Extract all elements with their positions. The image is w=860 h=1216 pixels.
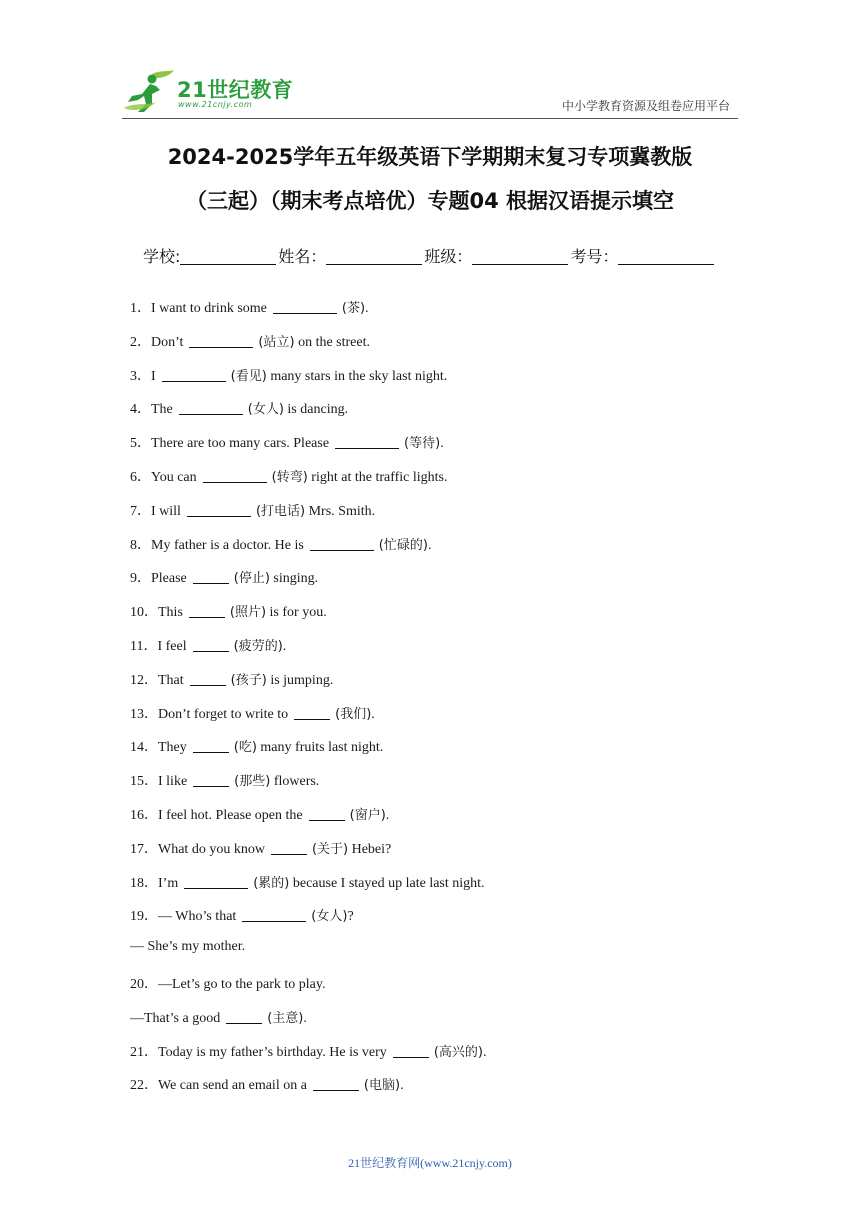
question-number: 14． [130, 740, 158, 756]
chinese-hint: (孩子) [230, 672, 267, 688]
chinese-hint: (累的) [253, 875, 290, 891]
question-line [130, 432, 444, 452]
header-divider [122, 118, 738, 119]
question-number: 17． [130, 841, 158, 857]
question-number: 22． [130, 1078, 158, 1094]
answer-blank[interactable] [242, 908, 306, 922]
question-number: 8． [130, 537, 151, 553]
question-text: I like [158, 774, 188, 790]
question-text-end: . [440, 436, 444, 452]
question-text: The [151, 402, 173, 418]
question-text: This [158, 605, 183, 621]
question-text: Please [151, 571, 187, 587]
question-line [130, 534, 431, 554]
chinese-hint: (照片) [229, 605, 267, 621]
answer-blank[interactable] [187, 503, 251, 517]
question-number: 1． [130, 301, 151, 316]
answer-blank[interactable] [203, 469, 267, 483]
question-text-end: right at the traffic lights. [307, 470, 448, 485]
question-text: —Let’s go to the park to play. [158, 977, 326, 992]
question-number: 6． [130, 470, 151, 485]
document-title-line1: 2024-2025学年五年级英语下学期期末复习专项冀教版 [167, 145, 693, 169]
platform-label: 中小学教育资源及组卷应用平台 [561, 99, 730, 113]
question-text: Don’t forget to write to [158, 706, 289, 722]
answer-blank[interactable] [162, 368, 226, 382]
question-number: 13． [130, 706, 158, 722]
chinese-hint: (女人) [247, 402, 284, 418]
question-line [130, 601, 327, 621]
question-text: I [151, 368, 156, 384]
answer-blank[interactable] [393, 1044, 429, 1058]
question-number: 12． [130, 672, 158, 688]
question-line [130, 905, 354, 925]
answer-blank[interactable] [193, 638, 229, 652]
footer: 21世纪教育网(www.21cnjy.com) [348, 1156, 512, 1170]
answer-blank[interactable] [294, 706, 330, 720]
answer-blank[interactable] [271, 841, 307, 855]
question-text-end: many fruits last night. [256, 740, 384, 756]
question-text: That [158, 672, 184, 688]
question-text-end: . [282, 639, 287, 654]
chinese-hint: (窗户) [349, 808, 386, 823]
chinese-hint: (打电话) [255, 503, 306, 519]
answer-blank[interactable] [273, 300, 337, 314]
question-line [130, 635, 286, 655]
question-text-end: . [385, 808, 390, 823]
logo-url: www.21cnjy.com [178, 100, 253, 109]
chinese-hint: (吃) [233, 740, 257, 756]
school-blank[interactable] [180, 248, 276, 265]
question-number: 10． [130, 605, 158, 621]
chinese-hint: (看见) [230, 368, 267, 384]
question-text: Don’t [151, 334, 184, 350]
question-line [130, 365, 447, 385]
question-number: 3． [130, 368, 151, 384]
question-text: We can send an email on a [158, 1078, 307, 1094]
question-line [130, 770, 319, 790]
chinese-hint: (主意) [267, 1010, 304, 1026]
question-number: 5． [130, 436, 151, 452]
question-text: —That’s a good [130, 1010, 221, 1026]
chinese-hint: (那些) [234, 774, 271, 790]
chinese-hint: (女人) [311, 909, 348, 925]
answer-blank[interactable] [226, 1010, 262, 1024]
question-text-end: . [371, 706, 375, 722]
question-line [130, 1074, 404, 1094]
student-info-row [143, 244, 716, 267]
question-text-end: . [400, 1078, 404, 1094]
question-text: — She’s my mother. [130, 939, 246, 955]
chinese-hint: (高兴的) [433, 1044, 483, 1060]
document-title-line2: （三起）（期末考点培优）专题04 根据汉语提示填空 [185, 189, 675, 213]
answer-blank[interactable] [310, 537, 374, 551]
question-text: — Who’s that [158, 909, 237, 925]
chinese-hint: (我们) [335, 706, 372, 722]
question-line [130, 500, 375, 520]
question-line [130, 736, 383, 756]
question-line [130, 703, 375, 723]
answer-blank[interactable] [193, 570, 229, 584]
answer-blank[interactable] [193, 739, 229, 753]
question-line [130, 669, 333, 689]
question-text-end: many stars in the sky last night. [266, 368, 448, 384]
question-line [130, 1007, 307, 1027]
question-text-end: ? [347, 909, 354, 925]
logo [122, 68, 292, 114]
question-text: I will [151, 503, 181, 519]
question-number: 16． [130, 808, 158, 823]
question-text: I feel [157, 639, 187, 654]
chinese-hint: (转弯) [271, 470, 308, 485]
question-line [130, 973, 325, 993]
info-label-name: 姓名： [278, 247, 327, 266]
chinese-hint: (疲劳的) [233, 639, 283, 654]
answer-blank[interactable] [179, 401, 243, 415]
chinese-hint: (等待) [404, 436, 441, 452]
chinese-hint: (停止) [233, 571, 270, 587]
question-number: 19． [130, 909, 158, 925]
answer-blank[interactable] [189, 604, 225, 618]
question-text: You can [151, 470, 197, 485]
question-text-end: singing. [269, 571, 319, 587]
answer-blank[interactable] [335, 435, 399, 449]
answer-blank[interactable] [184, 875, 248, 889]
answer-blank[interactable] [189, 334, 253, 348]
chinese-hint: (关于) [311, 841, 349, 857]
question-text-end: is jumping. [266, 672, 334, 688]
runner-logo-icon [122, 68, 178, 114]
question-text: What do you know [158, 841, 265, 857]
question-number: 18． [130, 875, 158, 891]
chinese-hint: (电脑) [363, 1078, 401, 1094]
answer-blank[interactable] [313, 1077, 359, 1091]
question-number: 21． [130, 1044, 158, 1060]
question-line [130, 466, 448, 486]
info-label-class: 班级： [424, 247, 473, 266]
question-line [130, 939, 245, 955]
question-text-end: Mrs. Smith. [305, 503, 376, 519]
question-number: 15． [130, 774, 158, 790]
question-text-end: Hebei? [348, 841, 392, 857]
answer-blank[interactable] [190, 672, 226, 686]
question-number: 7． [130, 503, 151, 519]
question-line [130, 331, 370, 351]
question-text-end: . [427, 537, 432, 553]
question-line [130, 297, 369, 317]
chinese-hint: (忙碌的) [378, 537, 428, 553]
question-text: They [158, 740, 187, 756]
question-text-end: . [303, 1010, 307, 1026]
question-line [130, 1041, 486, 1061]
question-line [130, 567, 318, 587]
logo-text: 21世纪教育 [177, 78, 294, 102]
question-number: 20． [130, 977, 158, 992]
question-text: I’m [158, 875, 179, 891]
question-number: 11． [130, 639, 158, 654]
chinese-hint: (茶) [341, 301, 366, 316]
question-text-end: flowers. [270, 774, 320, 790]
info-label-exam-number: 考号： [570, 247, 619, 266]
question-number: 9． [130, 571, 151, 587]
name-blank[interactable] [326, 248, 422, 265]
class-blank[interactable] [472, 248, 568, 265]
question-text: My father is a doctor. He is [151, 537, 304, 553]
answer-blank[interactable] [309, 807, 345, 821]
question-line [130, 398, 348, 418]
question-text-end: . [365, 301, 369, 316]
question-line [130, 804, 389, 824]
question-text-end: . [482, 1044, 487, 1060]
question-text-end: is for you. [266, 605, 327, 621]
question-text-end: because I stayed up late last night. [289, 875, 485, 891]
question-text: There are too many cars. Please [151, 436, 330, 452]
question-text-end: is dancing. [283, 402, 349, 418]
question-number: 2． [130, 334, 151, 350]
chinese-hint: (站立) [258, 334, 295, 350]
question-number: 4． [130, 402, 151, 418]
info-label-school: 学校: [143, 247, 181, 266]
question-text: I want to drink some [151, 301, 267, 316]
question-line [130, 838, 391, 858]
answer-blank[interactable] [193, 773, 229, 787]
question-text-end: on the street. [294, 334, 370, 350]
question-text: Today is my father’s birthday. He is very [158, 1044, 387, 1060]
question-line [130, 872, 485, 892]
exam-number-blank[interactable] [618, 248, 714, 265]
question-text: I feel hot. Please open the [158, 808, 303, 823]
